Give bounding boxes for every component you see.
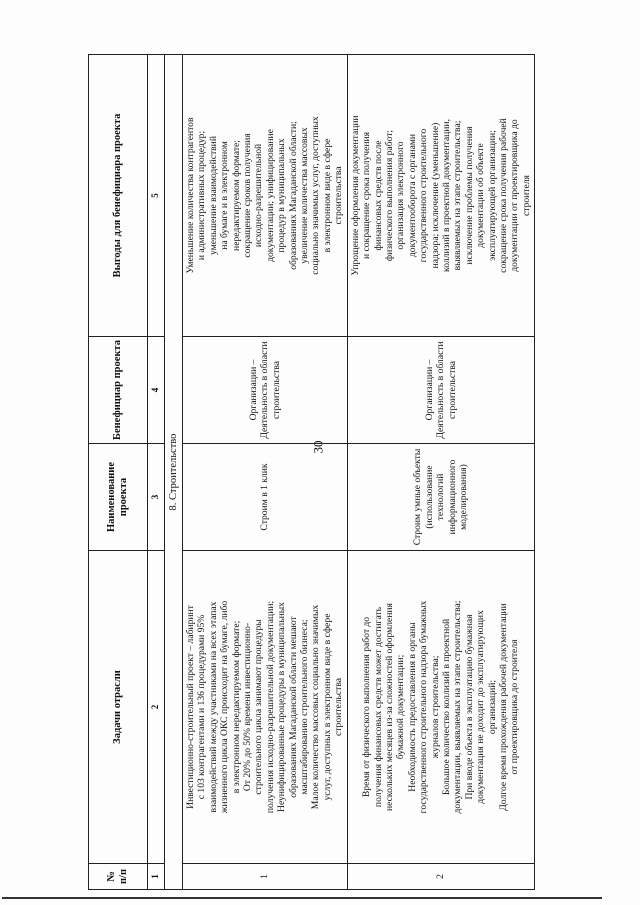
tasks-line: Долгое время прохождения рабочей документации (497, 603, 509, 811)
row-number: 1 (183, 864, 348, 890)
benefits-line: строительства (333, 166, 345, 225)
column-number: 5 (148, 55, 165, 337)
header-tasks: Задачи отрасли (89, 551, 148, 864)
tasks-line: бумажной документации; (395, 654, 407, 760)
column-number: 2 (148, 551, 165, 864)
benefits-line: в электронном виде в сфере (321, 138, 333, 253)
strategy-table (88, 54, 535, 890)
tasks-line: образованиях Магаданской области мешают (287, 616, 299, 798)
tasks-line: документации, выявляемых на этапе строительства; (452, 600, 464, 814)
tasks-line: строительства (333, 677, 345, 737)
tasks-line: услуг, доступных в электронном виде в сфере (321, 613, 333, 801)
benefits-line: коллизий в проектной документации, (440, 119, 452, 272)
tasks-line: Неунифицированные процедуры в муниципальных (276, 602, 288, 812)
tasks-cell (183, 551, 348, 864)
section-title: 8. Строительство (165, 55, 183, 890)
tasks-line: получения исходно-разрешительной документации; (264, 600, 276, 814)
benefits-line: финансовых средств после (372, 140, 384, 251)
tasks-line: государственного строительного надзора бумажных (418, 600, 430, 814)
beneficiary-cell: Организации – Деятельность в области строительства (347, 337, 535, 444)
benefits-line: сокращение сроков получения (242, 133, 254, 258)
benefits-line: уменьшение взаимодействий (207, 136, 219, 255)
tasks-line: масштабированию строительного бизнеса; (299, 619, 311, 795)
column-number: 4 (148, 337, 165, 444)
benefits-line: сокращение срока получения рабочей (497, 118, 509, 273)
benefits-line: документации от проектировщика до (509, 119, 521, 272)
benefits-line: и сокращение срока получения (361, 131, 373, 260)
tasks-line: журналов строительства; (429, 655, 441, 759)
project-name-cell: Строим умные объекты (использование технологий информационного моделирования) (347, 444, 535, 551)
benefits-line: Упрощение оформления документации (349, 115, 361, 276)
benefits-line: Уменьшение количества контрагентов (185, 117, 196, 274)
benefits-line: документации; унифицирование (264, 129, 276, 262)
tasks-line: от проектировщика до строителя (509, 639, 521, 775)
benefits-line: выявляемых на этапе строительства; (452, 120, 464, 271)
header-benefits: Выгоды для бенефициара проекта (89, 55, 148, 337)
benefits-line: на бумаге и в электронном (219, 141, 231, 250)
column-number-row (148, 55, 165, 890)
rotated-table-container (88, 55, 535, 890)
header-beneficiary: Бенефициар проекта (89, 337, 148, 444)
tasks-line: нескольких месяцев из-за сложностей оформления (383, 603, 395, 811)
tasks-line: строительного цикла занимают процедуры (253, 619, 265, 795)
tasks-line: жизненного цикла ОКС происходит на бумаге, либо (219, 600, 231, 814)
beneficiary-cell: Организации – Деятельность в области строительства (183, 337, 348, 444)
tasks-line: получения финансовых средств может достигать (372, 606, 384, 808)
benefits-line: физического выполнения работ; (383, 129, 395, 262)
benefits-line: процедур в муниципальных (276, 138, 288, 253)
tasks-cell (347, 551, 535, 864)
benefits-line: образованиях Магаданской области; (287, 121, 299, 270)
tasks-line: От 20% до 50% времени инвестиционно- (242, 622, 254, 792)
benefits-cell (183, 55, 348, 337)
page-number: 30 (310, 440, 326, 454)
benefits-line: эксплуатирующей организации; (486, 130, 498, 261)
benefits-line: социально значимых услуг, доступных (310, 116, 322, 275)
tasks-line: взаимодействий между участниками на всех этапах (207, 601, 219, 813)
tasks-line: документация не доходит до эксплуатирующих (475, 610, 487, 804)
benefits-line: надзора; исключение (уменьшение) (429, 122, 441, 269)
column-number: 1 (148, 864, 165, 890)
benefits-line: увеличение количества массовых (299, 127, 311, 264)
benefits-line: и административных процедур; (196, 130, 208, 261)
tasks-line: организаций; (486, 679, 498, 735)
benefits-line: государственного строительного (418, 128, 430, 263)
benefits-line: организация электронного (395, 141, 407, 250)
table-row (183, 55, 348, 890)
benefits-line: документооборота с органами (406, 133, 418, 258)
benefits-cell (347, 55, 535, 337)
benefits-line: строителя (520, 175, 532, 216)
bottom-rule (2, 897, 602, 899)
section-row (165, 55, 183, 890)
header-num: № п/п (89, 864, 148, 890)
table-row (347, 55, 535, 890)
benefits-line: документации об объекте (475, 143, 487, 248)
benefits-line: нередактируемом формате; (230, 140, 242, 251)
tasks-line: Большое количество коллизий в проектной (440, 618, 452, 796)
tasks-line: с 103 контрагентами и 136 процедурами 95% (196, 614, 208, 800)
tasks-line: Время от физического выполнения работ до (361, 616, 373, 798)
project-name-cell: Строим в 1 клик (183, 444, 348, 551)
benefits-line: исключение проблемы получения (463, 126, 475, 265)
tasks-line: Необходимость предоставления в органы (406, 622, 418, 792)
tasks-line: При вводе объекта в эксплуатацию бумажная (463, 614, 475, 800)
tasks-line: в электронном нередактируемом формате; (230, 620, 242, 794)
tasks-line: Инвестиционно-строительный проект – лабиринт (185, 605, 196, 809)
header-project-name: Наименование проекта (89, 444, 148, 551)
header-row (89, 55, 148, 890)
tasks-line: Малое количество массовых социально значимых (310, 604, 322, 810)
row-number: 2 (347, 864, 535, 890)
benefits-line: исходно-разрешительной (253, 143, 265, 248)
column-number: 3 (148, 444, 165, 551)
